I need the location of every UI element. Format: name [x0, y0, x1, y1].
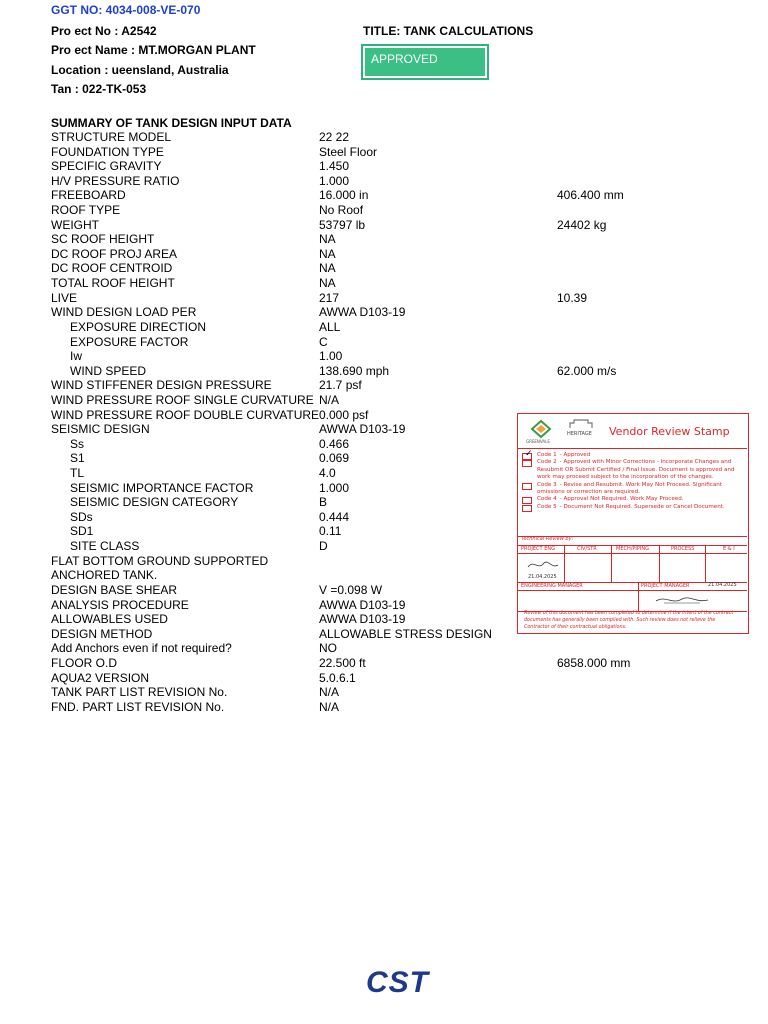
summary-label: ALLOWABLES USED	[51, 612, 168, 627]
summary-value: 4.0	[319, 466, 336, 481]
summary-label: ANALYSIS PROCEDURE	[51, 597, 189, 612]
summary-value: N/A	[319, 685, 340, 700]
summary-label: DC ROOF PROJ AREA	[51, 246, 178, 261]
summary-value: 16.000 in	[319, 188, 369, 203]
summary-label: WIND STIFFENER DESIGN PRESSURE	[51, 378, 272, 393]
summary-value: AWWA D103-19	[319, 422, 406, 437]
greenvale-logo-icon	[523, 418, 559, 444]
summary-value: D	[319, 539, 328, 554]
summary-label: AQUA2 VERSION	[51, 670, 150, 685]
summary-value: AWWA D103-19	[319, 597, 406, 612]
summary-value: NA	[319, 276, 336, 291]
review-code-id: Code 4	[537, 496, 557, 503]
review-code-text: - Approved	[559, 452, 591, 458]
review-code-text: - Revise and Resubmit. Work May Not Proceed. Significant omissions or correction are required.	[537, 481, 723, 496]
col-civ-str: CIV/STR	[577, 546, 597, 552]
review-signature-grid	[518, 545, 747, 613]
summary-label: SD1	[70, 524, 94, 539]
summary-value: V =0.098 W	[319, 582, 383, 597]
summary-label: SEISMIC IMPORTANCE FACTOR	[70, 480, 254, 495]
summary-value: 1.000	[319, 173, 350, 188]
summary-row	[0, 188, 768, 203]
summary-value: 21.7 psf	[319, 378, 362, 393]
project-manager-signature-icon	[652, 591, 712, 609]
summary-row	[0, 349, 768, 364]
stamp-header	[518, 414, 747, 449]
summary-label: SEISMIC DESIGN	[51, 422, 150, 437]
summary-row	[0, 130, 768, 145]
summary-row	[0, 159, 768, 174]
review-code-id: Code 1	[537, 452, 557, 458]
summary-value: 1.450	[319, 159, 350, 174]
checkbox-icon	[522, 505, 532, 512]
summary-row	[0, 305, 768, 320]
summary-label: SEISMIC DESIGN CATEGORY	[70, 495, 239, 510]
summary-label: SITE CLASS	[70, 539, 140, 554]
col-process: PROCESS	[671, 546, 695, 552]
summary-value: 138.690 mph	[319, 363, 390, 378]
document-title: TITLE: TANK CALCULATIONS	[363, 24, 534, 38]
summary-metric-value: 6858.000 mm	[557, 655, 631, 670]
summary-label: SC ROOF HEIGHT	[51, 232, 155, 247]
summary-row	[0, 393, 768, 408]
summary-row	[0, 641, 768, 656]
summary-label: WIND DESIGN LOAD PER	[51, 305, 197, 320]
summary-value: NA	[319, 261, 336, 276]
review-code-text: - Approval Not Required. Work May Proceed.	[559, 496, 684, 503]
summary-value: AWWA D103-19	[319, 305, 406, 320]
summary-value: NO	[319, 641, 337, 656]
summary-value: ALL	[319, 319, 341, 334]
location: Location : ueensland, Australia	[51, 63, 229, 77]
cst-logo: CST	[366, 966, 429, 999]
review-code-item	[521, 459, 747, 481]
summary-row	[0, 203, 768, 218]
summary-label: H/V PRESSURE RATIO	[51, 173, 180, 188]
summary-label: FND. PART LIST REVISION No.	[51, 699, 225, 714]
summary-row	[0, 276, 768, 291]
summary-value: ALLOWABLE STRESS DESIGN	[319, 626, 492, 641]
summary-metric-value: 24402 kg	[557, 217, 607, 232]
summary-label: SDs	[70, 509, 93, 524]
review-code-item	[521, 496, 747, 503]
summary-value: 22.500 ft	[319, 655, 366, 670]
review-code-id: Code 3	[537, 481, 557, 488]
summary-value: No Roof	[319, 203, 364, 218]
checkbox-icon	[522, 460, 532, 467]
stamp-disclaimer: Review of this document has been completed to determine if the intent of the contract documents has generally been complied with. Such review does not relieve the Contractor of their contractual obligations.	[524, 611, 734, 630]
summary-value: NA	[319, 232, 336, 247]
summary-label: DC ROOF CENTROID	[51, 261, 173, 276]
vendor-review-stamp	[517, 413, 749, 634]
summary-title: SUMMARY OF TANK DESIGN INPUT DATA	[51, 116, 292, 130]
summary-label: Iw	[70, 349, 82, 364]
summary-row	[0, 700, 768, 715]
summary-label: STRUCTURE MODEL	[51, 130, 172, 144]
review-code-id: Code 5	[537, 503, 557, 510]
summary-label: Ss	[70, 436, 85, 451]
col-e-and-i: E & I	[723, 546, 735, 552]
summary-row	[0, 291, 768, 306]
summary-value: 0.444	[319, 509, 350, 524]
summary-row	[0, 174, 768, 189]
summary-label: WIND SPEED	[70, 363, 147, 378]
summary-row	[0, 335, 768, 350]
summary-metric-value: 10.39	[557, 290, 588, 305]
review-date-1: 21.04.2025	[528, 574, 557, 580]
review-code-text: - Approved with Minor Corrections - Incorporate Changes and Resubmit OR Submit Certified / Final Issue. Document is approved and work may proceed subject to the incorporation of the changes.	[537, 459, 735, 481]
summary-label: WIND PRESSURE ROOF DOUBLE CURVATURE	[51, 407, 320, 422]
summary-row	[0, 671, 768, 686]
summary-value: 53797 lb	[319, 217, 366, 232]
summary-value: 0.069	[319, 451, 350, 466]
summary-row	[0, 685, 768, 700]
summary-label: ROOF TYPE	[51, 203, 121, 218]
summary-label: LIVE	[51, 290, 78, 305]
summary-label: EXPOSURE FACTOR	[70, 334, 189, 349]
summary-row	[0, 218, 768, 233]
summary-value: 0.11	[319, 524, 342, 539]
summary-row	[0, 261, 768, 276]
summary-value: 5.0.6.1	[319, 670, 356, 685]
summary-row	[0, 320, 768, 335]
summary-label: SPECIFIC GRAVITY	[51, 159, 162, 174]
stamp-title: Vendor Review Stamp	[609, 425, 730, 438]
approved-badge	[361, 44, 489, 80]
summary-value: 217	[319, 290, 340, 305]
summary-metric-value: 62.000 m/s	[557, 363, 617, 378]
project-name: Pro ect Name : MT.MORGAN PLANT	[51, 43, 256, 57]
summary-label: EXPOSURE DIRECTION	[70, 319, 207, 334]
summary-value: N/A	[319, 699, 340, 714]
summary-value: Steel Floor	[319, 144, 378, 159]
summary-row	[0, 247, 768, 262]
summary-metric-value: 406.400 mm	[557, 188, 624, 203]
col-project-eng: PROJECT ENG	[521, 546, 555, 552]
summary-value: N/A	[319, 392, 340, 407]
col-mech-piping: MECH/PIPING	[616, 546, 650, 552]
summary-label: WEIGHT	[51, 217, 99, 232]
review-code-id: Code 2	[537, 459, 557, 466]
summary-label: DESIGN BASE SHEAR	[51, 582, 178, 597]
heritage-logo-icon	[564, 417, 598, 445]
approved-label: APPROVED	[365, 48, 485, 76]
checkbox-icon	[522, 483, 532, 490]
summary-label: TANK PART LIST REVISION No.	[51, 685, 228, 700]
summary-value: AWWA D103-19	[319, 612, 406, 627]
summary-value: C	[319, 334, 328, 349]
summary-label: TOTAL ROOF HEIGHT	[51, 276, 175, 291]
summary-label: S1	[70, 451, 85, 466]
summary-label: FREEBOARD	[51, 188, 126, 203]
review-codes	[521, 449, 747, 511]
summary-label: WIND PRESSURE ROOF SINGLE CURVATURE	[51, 392, 314, 407]
review-date-2: 21.04.2025	[708, 582, 737, 588]
summary-label: FLAT BOTTOM GROUND SUPPORTED	[51, 553, 269, 568]
heritage-logo-text: HERITAGE	[567, 431, 592, 437]
summary-value: 0.466	[319, 436, 350, 451]
ggt-number: GGT NO: 4034-008-VE-070	[51, 3, 201, 17]
project-eng-signature-icon	[526, 557, 560, 573]
summary-label: Add Anchors even if not required?	[51, 641, 232, 656]
summary-value: 0.000 psf	[319, 407, 369, 422]
tank-number: Tan : 022-TK-053	[51, 82, 147, 96]
summary-label: FLOOR O.D	[51, 655, 118, 670]
summary-label: ANCHORED TANK.	[51, 568, 158, 583]
greenvale-logo-text: GREENVALE	[526, 439, 550, 444]
summary-value: NA	[319, 246, 336, 261]
summary-row	[0, 378, 768, 393]
summary-label: FOUNDATION TYPE	[51, 144, 164, 159]
summary-row	[0, 145, 768, 160]
summary-label: DESIGN METHOD	[51, 626, 153, 641]
summary-row	[0, 232, 768, 247]
review-code-item	[521, 482, 747, 497]
checkmark-icon: ✓	[525, 449, 533, 459]
project-number: Pro ect No : A2542	[51, 24, 157, 38]
summary-value: 1.000	[319, 480, 350, 495]
engineering-manager-label: ENGINEERING MANAGER	[521, 583, 583, 589]
summary-row	[0, 364, 768, 379]
project-manager-label: PROJECT MANAGER	[641, 583, 690, 589]
summary-label: TL	[70, 466, 85, 481]
summary-value: B	[319, 495, 328, 510]
review-code-item	[521, 449, 747, 459]
summary-value: 1.00	[319, 349, 343, 364]
summary-value: 22 22	[319, 130, 350, 144]
review-code-text: - Document Not Required. Supersede or Cancel Document.	[559, 503, 725, 510]
review-code-item	[521, 504, 747, 511]
summary-row	[0, 656, 768, 671]
technical-review-label: Technical Review by:	[521, 536, 574, 542]
